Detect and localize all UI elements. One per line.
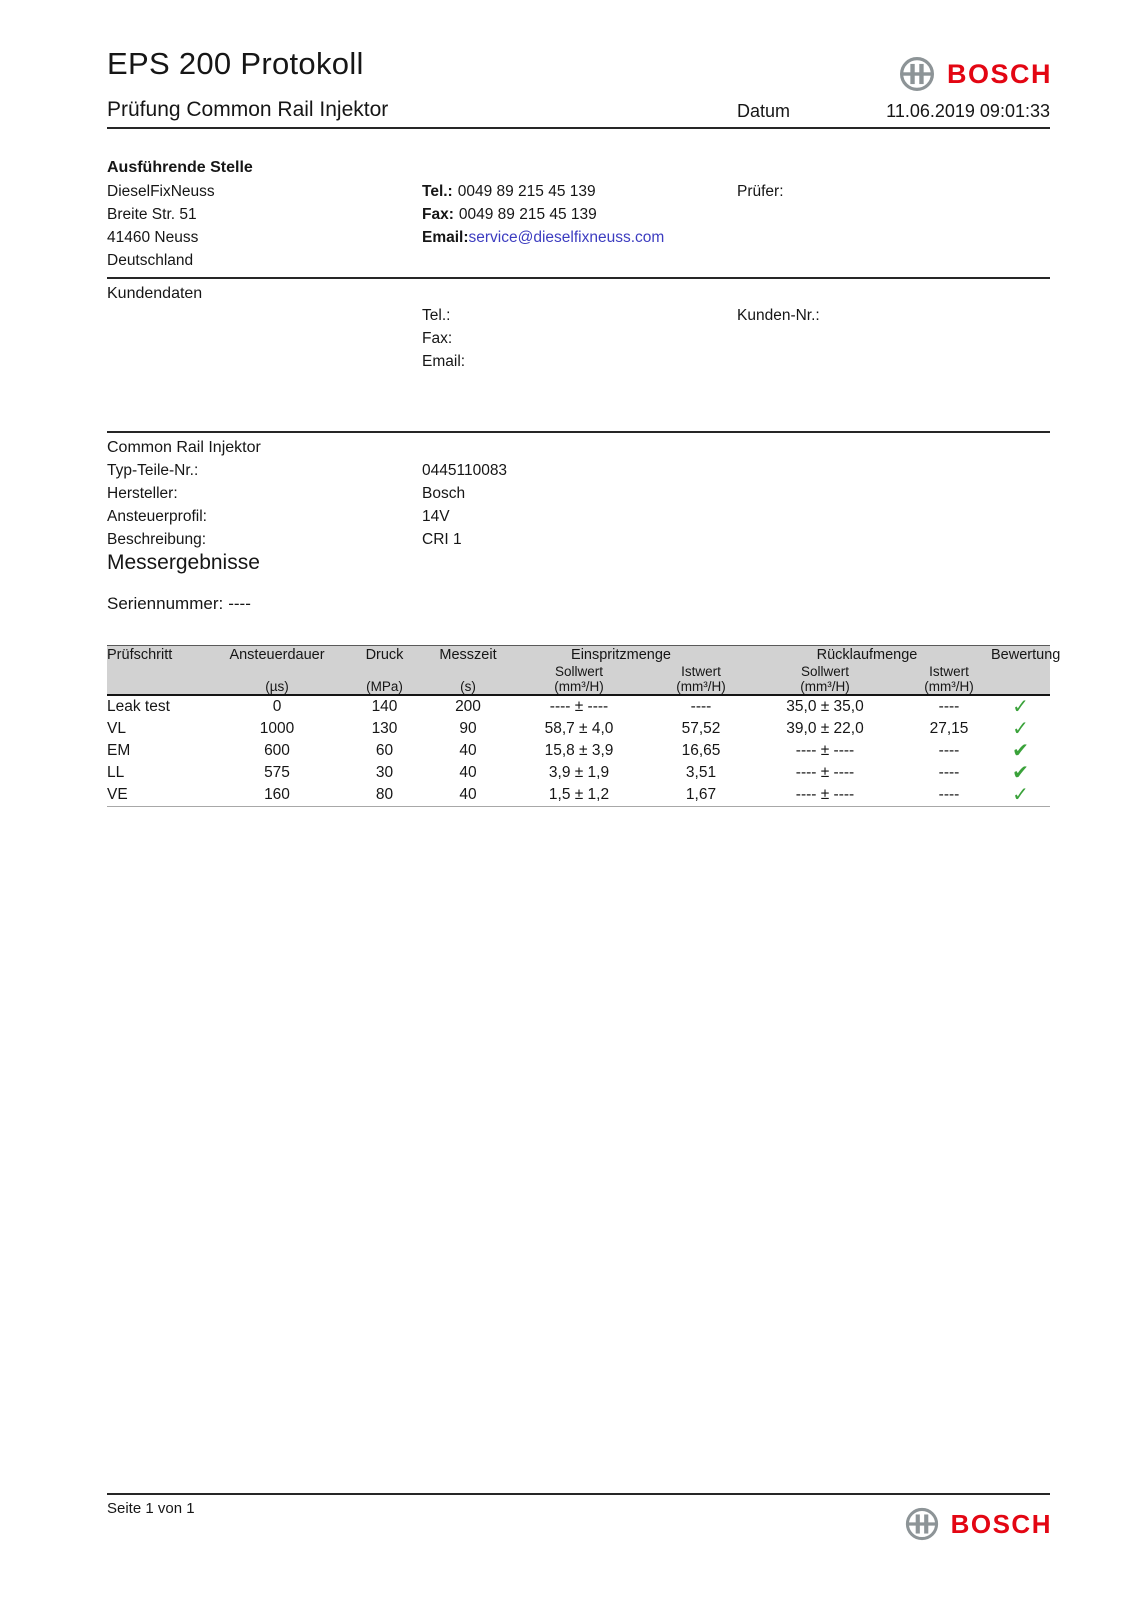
seriennummer-row — [107, 594, 251, 614]
address-line: Breite Str. 51 — [107, 206, 197, 223]
cell-messzeit: 90 — [459, 719, 477, 737]
cell-einspritz-sollwert: 3,9 ± 1,9 — [548, 763, 610, 781]
cell-einspritz-istwert: 16,65 — [681, 741, 721, 759]
col-header-einspritzmenge: Einspritzmenge — [499, 646, 743, 664]
cell-einspritz-sollwert: 58,7 ± 4,0 — [544, 719, 614, 737]
pass-check-icon: ✓ — [1012, 693, 1029, 718]
customer-email-label: Email: — [422, 353, 466, 370]
seriennummer-label: Seriennummer: — [107, 594, 224, 613]
cell-einspritz-sollwert: 15,8 ± 3,9 — [544, 741, 614, 759]
kunden-nr-label: Kunden-Nr.: — [737, 307, 820, 324]
cell-ruecklauf-sollwert: ---- ± ---- — [795, 785, 855, 803]
cell-ruecklauf-istwert: ---- — [938, 697, 960, 715]
fax-value: 0049 89 215 45 139 — [458, 206, 597, 223]
cell-messzeit: 40 — [459, 785, 477, 803]
section-heading-ausfuehrende-stelle: Ausführende Stelle — [107, 159, 253, 176]
page-title: EPS 200 Protokoll — [107, 46, 364, 81]
table-row — [107, 718, 1050, 740]
workshop-fax-row — [422, 205, 597, 224]
pass-check-icon: ✔ — [1012, 759, 1029, 784]
subcol-ruecklauf-sollwert: Sollwert — [743, 664, 907, 679]
pass-check-icon: ✓ — [1012, 781, 1029, 806]
cell-druck: 140 — [371, 697, 398, 715]
col-header-messzeit: Messzeit — [437, 646, 499, 664]
injektor-row-label: Ansteuerprofil: — [107, 508, 207, 525]
injektor-row-label: Hersteller: — [107, 485, 178, 502]
page-number: Seite 1 von 1 — [107, 1500, 195, 1517]
page-subtitle: Prüfung Common Rail Injektor — [107, 98, 389, 121]
injektor-row-value: 14V — [422, 508, 450, 525]
cell-pruefschritt: VE — [107, 785, 128, 803]
datum-label: Datum — [737, 101, 791, 121]
injektor-row-label: Typ-Teile-Nr.: — [107, 462, 199, 479]
address-line: Deutschland — [107, 252, 194, 269]
section-heading-injektor: Common Rail Injektor — [107, 439, 261, 456]
cell-pruefschritt: LL — [107, 763, 125, 781]
datum-value: 11.06.2019 09:01:33 — [886, 101, 1050, 121]
cell-ansteuerdauer: 600 — [264, 741, 290, 759]
cell-ruecklauf-istwert: ---- — [938, 741, 960, 759]
fax-label: Fax: — [422, 206, 454, 223]
col-header-bewertung: Bewertung — [991, 646, 1061, 663]
cell-druck: 80 — [375, 785, 394, 803]
cell-ruecklauf-istwert: ---- — [938, 763, 960, 781]
email-link[interactable]: service@dieselfixneuss.com — [468, 229, 665, 246]
unit-einspritz-istwert: (mm³/H) — [659, 679, 743, 695]
results-table-body — [107, 695, 1050, 807]
section-heading-kundendaten: Kundendaten — [107, 285, 203, 302]
bosch-logo-footer — [904, 1506, 1052, 1542]
table-row — [107, 784, 1050, 807]
bosch-wordmark: BOSCH — [946, 58, 1052, 89]
unit-ruecklauf-istwert: (mm³/H) — [907, 679, 991, 695]
cell-pruefschritt: Leak test — [107, 697, 170, 715]
table-row — [107, 740, 1050, 762]
tel-label: Tel.: — [422, 183, 453, 200]
cell-ruecklauf-sollwert: 35,0 ± 35,0 — [786, 697, 864, 715]
cell-ansteuerdauer: 575 — [264, 763, 290, 781]
cell-ruecklauf-istwert: ---- — [938, 785, 960, 803]
cell-ansteuerdauer: 160 — [264, 785, 290, 803]
bosch-wordmark: BOSCH — [950, 1508, 1052, 1539]
unit-ruecklauf-sollwert: (mm³/H) — [743, 679, 907, 695]
section-heading-messergebnisse: Messergebnisse — [107, 551, 260, 574]
cell-einspritz-istwert: ---- — [690, 697, 712, 715]
cell-einspritz-istwert: 57,52 — [681, 719, 721, 737]
customer-tel-label: Tel.: — [422, 307, 451, 324]
cell-druck: 130 — [371, 719, 398, 737]
injektor-divider — [107, 431, 1050, 433]
cell-pruefschritt: EM — [107, 741, 131, 759]
cell-druck: 60 — [375, 741, 394, 759]
cell-messzeit: 200 — [455, 697, 481, 715]
bosch-armature-icon — [898, 55, 936, 93]
pass-check-icon: ✔ — [1012, 737, 1029, 762]
cell-messzeit: 40 — [459, 763, 477, 781]
injektor-row-value: CRI 1 — [422, 531, 462, 548]
cell-ruecklauf-istwert: 27,15 — [929, 719, 969, 737]
injektor-row-value: 0445110083 — [422, 462, 508, 479]
unit-druck: (MPa) — [332, 679, 437, 695]
col-header-ruecklaufmenge: Rücklaufmenge — [743, 646, 991, 664]
cell-messzeit: 40 — [459, 741, 477, 759]
cell-pruefschritt: VL — [107, 719, 126, 737]
col-header-pruefschritt: Prüfschritt — [107, 646, 222, 664]
results-table-container — [107, 645, 1061, 807]
cell-einspritz-istwert: 3,51 — [685, 763, 717, 781]
tel-value: 0049 89 215 45 139 — [457, 183, 596, 200]
subcol-ruecklauf-istwert: Istwert — [907, 664, 991, 679]
email-label: Email: — [422, 229, 469, 246]
pass-check-icon: ✓ — [1012, 715, 1029, 740]
cell-ruecklauf-sollwert: 39,0 ± 22,0 — [786, 719, 864, 737]
pruefer-label: Prüfer: — [737, 183, 784, 200]
unit-ansteuerdauer: (µs) — [222, 679, 332, 695]
cell-ruecklauf-sollwert: ---- ± ---- — [795, 763, 855, 781]
col-header-ansteuerdauer: Ansteuerdauer — [222, 646, 332, 664]
kundendaten-divider — [107, 277, 1050, 279]
bosch-armature-icon — [904, 1506, 940, 1542]
workshop-tel-row — [422, 182, 596, 201]
footer-divider — [107, 1493, 1050, 1495]
customer-fax-label: Fax: — [422, 330, 453, 347]
cell-ansteuerdauer: 1000 — [259, 719, 295, 737]
seriennummer-value: ---- — [228, 594, 251, 613]
subcol-einspritz-istwert: Istwert — [659, 664, 743, 679]
table-row — [107, 762, 1050, 784]
header-divider — [107, 127, 1050, 129]
cell-ruecklauf-sollwert: ---- ± ---- — [795, 741, 855, 759]
address-line: DieselFixNeuss — [107, 183, 215, 200]
cell-ansteuerdauer: 0 — [272, 697, 282, 715]
results-table — [107, 645, 1061, 807]
col-header-druck: Druck — [332, 646, 437, 664]
address-line: 41460 Neuss — [107, 229, 199, 246]
results-table-header — [107, 646, 1061, 695]
cell-druck: 30 — [375, 763, 394, 781]
bosch-logo — [898, 55, 1052, 93]
subcol-einspritz-sollwert: Sollwert — [499, 664, 659, 679]
workshop-email-row — [422, 228, 664, 247]
cell-einspritz-sollwert: 1,5 ± 1,2 — [548, 785, 610, 803]
unit-einspritz-sollwert: (mm³/H) — [499, 679, 659, 695]
unit-messzeit: (s) — [437, 679, 499, 695]
injektor-row-label: Beschreibung: — [107, 531, 207, 548]
cell-einspritz-istwert: 1,67 — [685, 785, 717, 803]
table-row — [107, 695, 1050, 718]
injektor-row-value: Bosch — [422, 485, 466, 502]
cell-einspritz-sollwert: ---- ± ---- — [549, 697, 609, 715]
